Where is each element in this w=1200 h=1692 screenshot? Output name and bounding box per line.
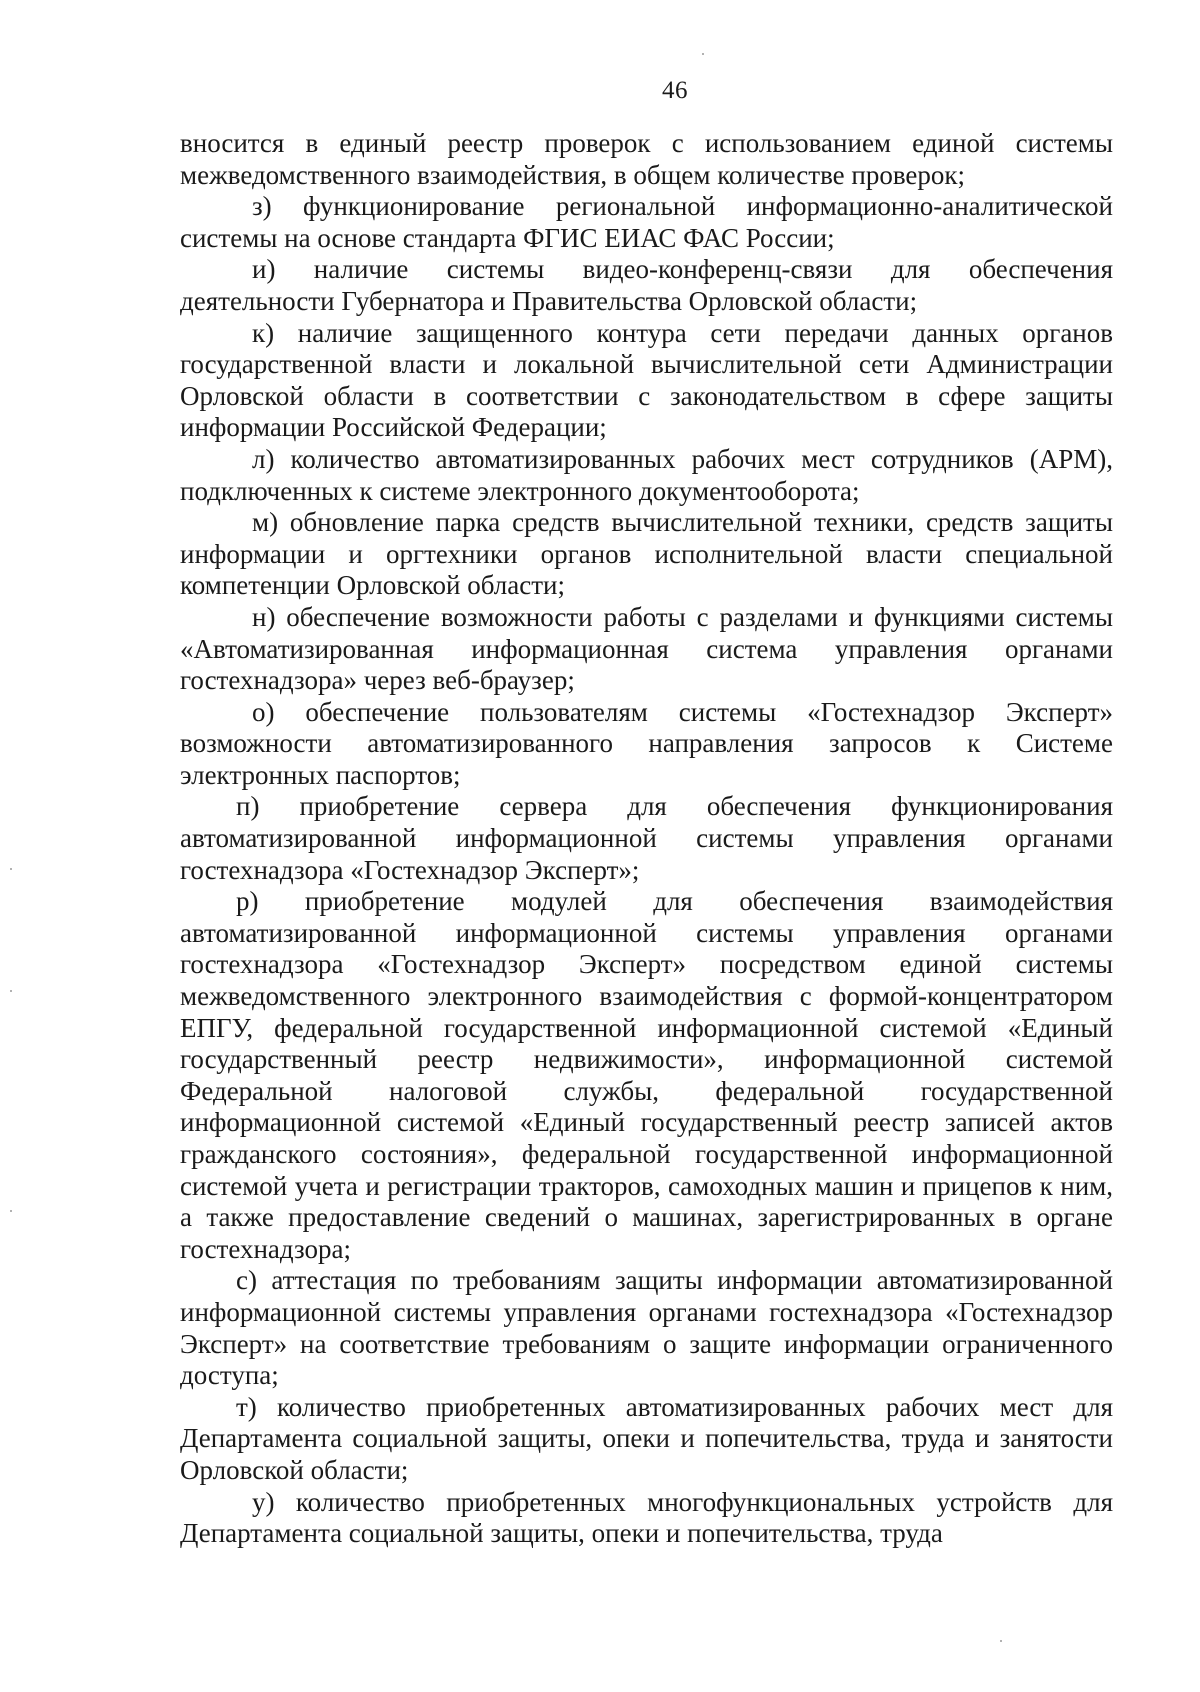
paragraph-item-p: п) приобретение сервера для обеспечения функционирования автоматизированной информационной системы управления органами гостехнадзора «Гостехнадзор Эксперт»; — [180, 791, 1113, 885]
scan-speck — [10, 868, 12, 870]
paragraph-item-i: и) наличие системы видео-конференц-связи для обеспечения деятельности Губернатора и Правительства Орловской области; — [180, 254, 1113, 316]
scan-speck — [10, 1210, 12, 1212]
paragraph-item-t: т) количество приобретенных автоматизированных рабочих мест для Департамента социальной защиты, опеки и попечительства, труда и занятости Орловской области; — [180, 1391, 1113, 1485]
paragraph-item-s: с) аттестация по требованиям защиты информации автоматизированной информационной системы управления органами гостехнадзора «Гостехнадзор Эксперт» на соответствие требованиям о защите информации ограниченного доступа; — [180, 1265, 1113, 1391]
scan-speck — [702, 53, 704, 55]
paragraph-item-k: к) наличие защищенного контура сети передачи данных органов государственной власти и локальной вычислительной сети Администрации Орловской области в соответствии с законодательством в сфере защиты информации Российской Федерации; — [180, 317, 1113, 443]
paragraph-item-o: о) обеспечение пользователям системы «Гостехнадзор Эксперт» возможности автоматизированного направления запросов к Системе электронных паспортов; — [180, 696, 1113, 790]
scan-speck — [1000, 1640, 1002, 1642]
paragraph-item-m: м) обновление парка средств вычислительной техники, средств защиты информации и оргтехники органов исполнительной власти специальной компетенции Орловской области; — [180, 507, 1113, 601]
document-body — [180, 128, 1113, 1550]
scan-speck — [10, 990, 12, 992]
paragraph-item-z: з) функционирование региональной информационно-аналитической системы на основе стандарта ФГИС ЕИАС ФАС России; — [180, 191, 1113, 253]
paragraph-item-u: у) количество приобретенных многофункциональных устройств для Департамента социальной защиты, опеки и попечительства, труда — [180, 1486, 1113, 1549]
page-number: 46 — [662, 77, 688, 104]
paragraph-continuation: вносится в единый реестр проверок с использованием единой системы межведомственного взаимодействия, в общем количестве проверок; — [180, 128, 1113, 190]
paragraph-item-n: н) обеспечение возможности работы с разделами и функциями системы «Автоматизированная информационная система управления органами гостехнадзора» через веб-браузер; — [180, 601, 1113, 696]
paragraph-item-l: л) количество автоматизированных рабочих мест сотрудников (АРМ), подключенных к системе электронного документооборота; — [180, 443, 1113, 506]
paragraph-item-r: р) приобретение модулей для обеспечения взаимодействия автоматизированной информационной системы управления органами гостехнадзора «Гостехнадзор Эксперт» посредством единой системы межведомственного электронного взаимодействия с формой-концентратором ЕПГУ, федеральной государственной информационной системой «Единый государственный реестр недвижимости», информационной системой Федеральной налоговой службы, федеральной государственной информационной системой «Единый государственный реестр записей актов гражданского состояния», федеральной государственной информационной системой учета и регистрации тракторов, самоходных машин и прицепов к ним, а также предоставление сведений о машинах, зарегистрированных в органе гостехнадзора; — [180, 886, 1113, 1264]
